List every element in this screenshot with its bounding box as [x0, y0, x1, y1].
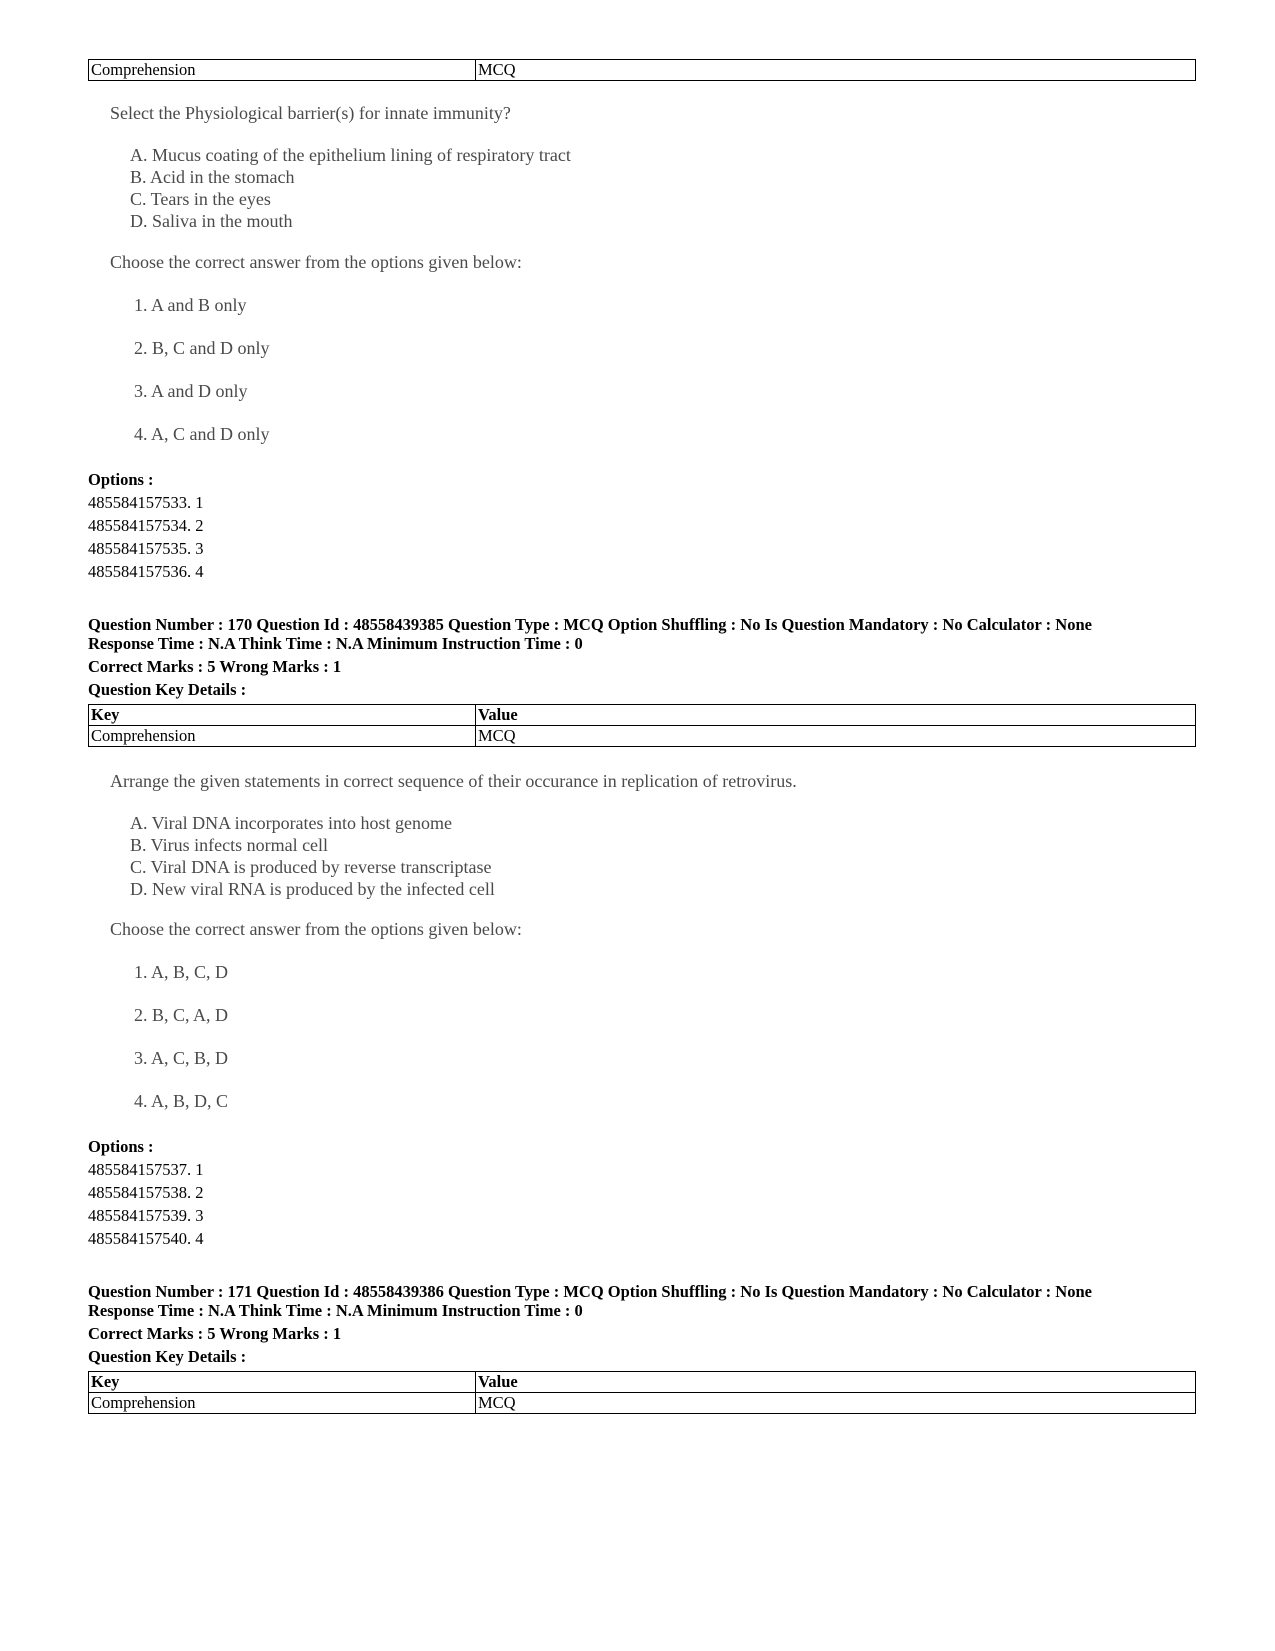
options-label: Options : [88, 470, 154, 489]
key-cell: Comprehension [89, 60, 476, 81]
statement-b: B. Acid in the stomach [130, 167, 295, 187]
option-row: 485584157539. 3 [88, 1206, 204, 1225]
value-cell: MCQ [476, 1393, 1196, 1414]
answer-instruction: Choose the correct answer from the options given below: [110, 252, 522, 272]
key-table-q169 [88, 59, 1196, 81]
key-details-label: Question Key Details : [88, 680, 247, 699]
option-row: 485584157534. 2 [88, 516, 204, 535]
key-table-q171 [88, 1371, 1196, 1414]
options-label: Options : [88, 1137, 154, 1156]
choice-1: 1. A and B only [134, 295, 247, 315]
question-stem: Select the Physiological barrier(s) for innate immunity? [110, 103, 511, 123]
choice-4: 4. A, B, D, C [134, 1091, 229, 1111]
option-row: 485584157536. 4 [88, 562, 204, 581]
question-meta: Question Number : 171 Question Id : 48558439386 Question Type : MCQ Option Shuffling : No Is Question Mandatory : No Calculator : None [88, 1282, 1092, 1301]
value-cell: MCQ [476, 726, 1196, 747]
table-header-row [89, 705, 1196, 726]
choice-4: 4. A, C and D only [134, 424, 270, 444]
choice-3: 3. A and D only [134, 381, 248, 401]
answer-instruction: Choose the correct answer from the options given below: [110, 919, 522, 939]
option-row: 485584157540. 4 [88, 1229, 204, 1248]
statement-a: A. Mucus coating of the epithelium lining of respiratory tract [130, 145, 571, 165]
table-row [89, 60, 1196, 81]
statement-d: D. New viral RNA is produced by the infected cell [130, 879, 495, 899]
statement-c: C. Viral DNA is produced by reverse transcriptase [130, 857, 492, 877]
key-cell: Comprehension [89, 1393, 476, 1414]
table-header-row [89, 1372, 1196, 1393]
question-meta: Question Number : 170 Question Id : 48558439385 Question Type : MCQ Option Shuffling : No Is Question Mandatory : No Calculator : None [88, 615, 1092, 634]
question-marks: Correct Marks : 5 Wrong Marks : 1 [88, 657, 342, 676]
question-meta-timing: Response Time : N.A Think Time : N.A Minimum Instruction Time : 0 [88, 634, 583, 653]
question-meta-timing: Response Time : N.A Think Time : N.A Minimum Instruction Time : 0 [88, 1301, 583, 1320]
value-cell: MCQ [476, 60, 1196, 81]
header-key: Key [89, 1372, 476, 1393]
option-row: 485584157533. 1 [88, 493, 204, 512]
table-row [89, 1393, 1196, 1414]
statement-d: D. Saliva in the mouth [130, 211, 293, 231]
statement-c: C. Tears in the eyes [130, 189, 271, 209]
statement-b: B. Virus infects normal cell [130, 835, 329, 855]
header-key: Key [89, 705, 476, 726]
table-row [89, 726, 1196, 747]
question-stem: Arrange the given statements in correct sequence of their occurance in replication of retrovirus. [110, 771, 797, 791]
key-table-q170 [88, 704, 1196, 747]
key-details-label: Question Key Details : [88, 1347, 247, 1366]
question-marks: Correct Marks : 5 Wrong Marks : 1 [88, 1324, 342, 1343]
header-value: Value [476, 1372, 1196, 1393]
statement-a: A. Viral DNA incorporates into host genome [130, 813, 453, 833]
option-row: 485584157538. 2 [88, 1183, 204, 1202]
option-row: 485584157537. 1 [88, 1160, 204, 1179]
choice-2: 2. B, C, A, D [134, 1005, 229, 1025]
choice-2: 2. B, C and D only [134, 338, 270, 358]
header-value: Value [476, 705, 1196, 726]
key-cell: Comprehension [89, 726, 476, 747]
option-row: 485584157535. 3 [88, 539, 204, 558]
choice-1: 1. A, B, C, D [134, 962, 229, 982]
choice-3: 3. A, C, B, D [134, 1048, 229, 1068]
